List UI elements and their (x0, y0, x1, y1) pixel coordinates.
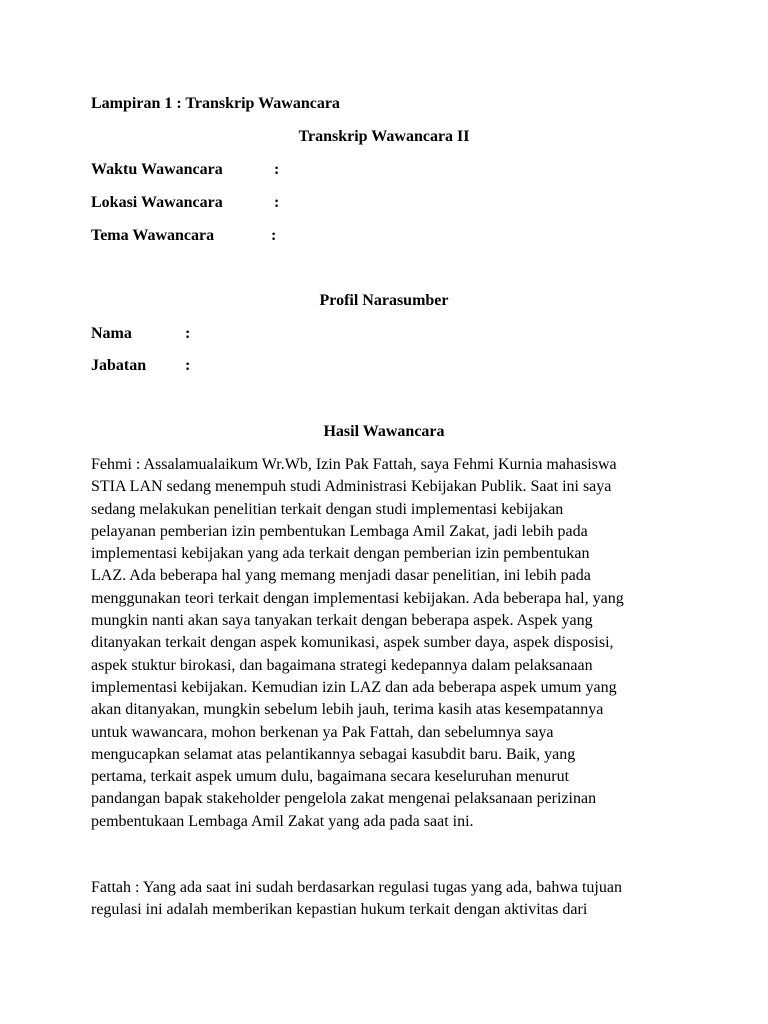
paragraph-line: akan ditanyakan, mungkin sebelum lebih jauh, terima kasih atas kesempatannya (91, 701, 604, 719)
paragraph-line: menggunakan teori terkait dengan implementasi kebijakan. Ada beberapa hal, yang (91, 589, 624, 607)
profile-colon-jabatan: : (185, 357, 191, 374)
paragraph-line: pertama, terkait aspek umum dulu, bagaimana secara keseluruhan menurut (91, 768, 570, 786)
paragraph-line: implementasi kebijakan. Kemudian izin LAZ dan ada beberapa aspek umum yang (91, 678, 617, 696)
meta-label-lokasi: Lokasi Wawancara (91, 194, 223, 211)
paragraph-line: regulasi ini adalah memberikan kepastian hukum terkait dengan aktivitas dari (91, 901, 588, 919)
profile-label-jabatan: Jabatan (91, 357, 147, 374)
transcript-title: Transkrip Wawancara II (298, 128, 470, 145)
paragraph-line: LAZ. Ada beberapa hal yang memang menjadi dasar penelitian, ini lebih pada (91, 567, 591, 585)
profile-heading: Profil Narasumber (319, 292, 449, 309)
meta-label-tema: Tema Wawancara (91, 227, 215, 244)
paragraph-line: STIA LAN sedang menempuh studi Administrasi Kebijakan Publik. Saat ini saya (91, 478, 612, 496)
meta-label-waktu: Waktu Wawancara (91, 161, 223, 178)
paragraph-line: pembentukaan Lembaga Amil Zakat yang ada pada saat ini. (91, 812, 474, 830)
paragraph-line: Fehmi : Assalamualaikum Wr.Wb, Izin Pak Fattah, saya Fehmi Kurnia mahasiswa (91, 456, 617, 473)
profile-colon-nama: : (185, 325, 191, 342)
meta-colon-waktu: : (274, 161, 280, 178)
paragraph-line: mengucapkan selamat atas pelantikannya sebagai kasubdit baru. Baik, yang (91, 745, 576, 763)
paragraph-line: pelayanan pemberian izin pembentukan Lembaga Amil Zakat, jadi lebih pada (91, 522, 588, 540)
attachment-heading: Lampiran 1 : Transkrip Wawancara (91, 95, 340, 112)
paragraph-line: Fattah : Yang ada saat ini sudah berdasarkan regulasi tugas yang ada, bahwa tujuan (91, 879, 622, 896)
paragraph-line: sedang melakukan penelitian terkait dengan studi implementasi kebijakan (91, 500, 564, 518)
paragraph-line: aspek stuktur birokasi, dan bagaimana strategi kedepannya dalam pelaksanaan (91, 656, 593, 674)
profile-label-nama: Nama (91, 325, 132, 342)
results-heading: Hasil Wawancara (323, 423, 445, 440)
paragraph-fattah (91, 877, 691, 922)
paragraph-line: pandangan bapak stakeholder pengelola zakat mengenai pelaksanaan perizinan (91, 790, 597, 808)
meta-colon-lokasi: : (274, 194, 280, 211)
meta-colon-tema: : (271, 227, 277, 244)
paragraph-line: mungkin nanti akan saya tanyakan terkait dengan beberapa aspek. Aspek yang (91, 612, 593, 630)
paragraph-line: implementasi kebijakan yang ada terkait dengan pemberian izin pembentukan (91, 545, 590, 563)
paragraph-line: ditanyakan terkait dengan aspek komunikasi, aspek sumber daya, aspek disposisi, (91, 634, 614, 652)
paragraph-line: untuk wawancara, mohon berkenan ya Pak Fattah, dan sebelumnya saya (91, 723, 554, 741)
paragraph-fehmi (91, 454, 691, 833)
